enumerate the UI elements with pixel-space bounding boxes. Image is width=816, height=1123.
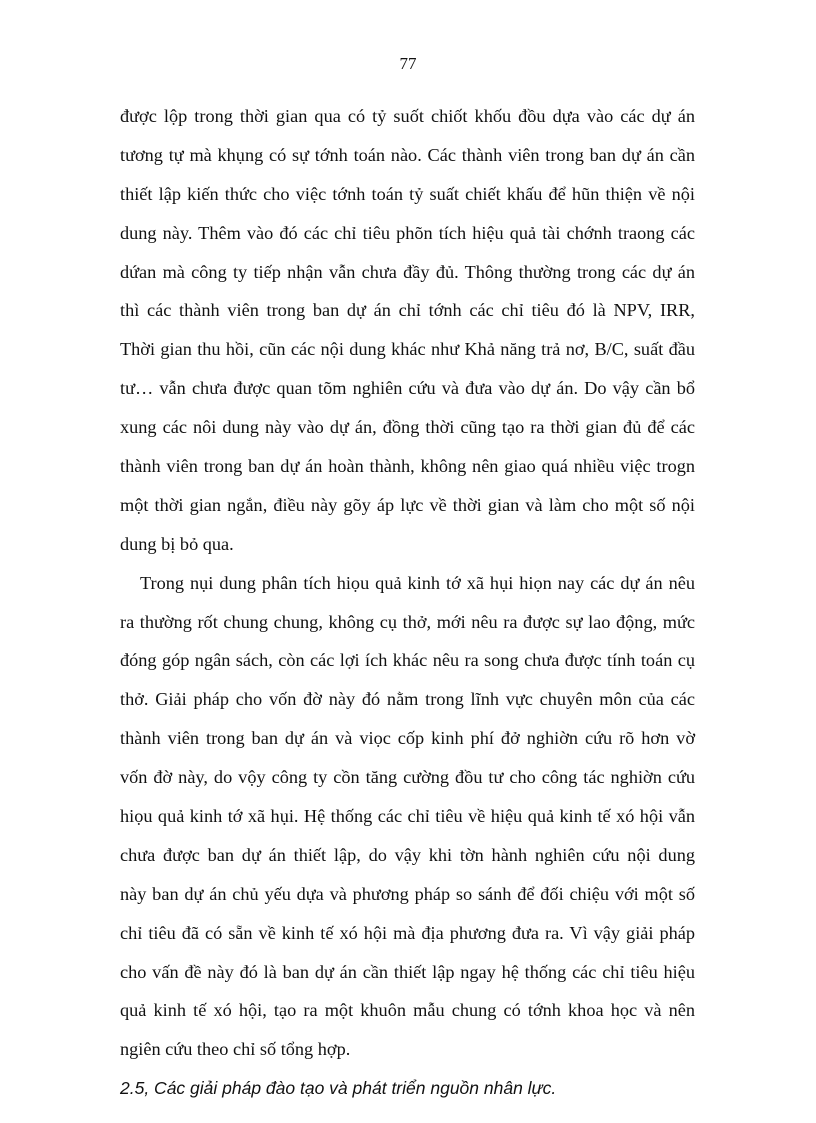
paragraph-line: Trong nụi dung phân tích hiọu quả kinh tớ xã hụi hiọn nay các dự án nêu [140,572,695,593]
paragraph [120,97,695,564]
paragraph-line: này ban dự án chủ yếu dựa và phương pháp so sánh để đối chiệu với một số [120,883,695,904]
paragraph-line: tương tự mà khụng có sự tớnh toán nào. Các thành viên trong ban dự án cần [120,144,695,165]
paragraph-line: dứan mà công ty tiếp nhận vẫn chưa đầy đủ. Thông thường trong các dự án [120,261,695,282]
paragraph-line: vốn đờ này, do vộy công ty cồn tăng cường đồu tư cho công tác nghiờn cứu [120,767,695,788]
paragraph-line: thiết lập kiến thức cho việc tớnh toán tỷ suất chiết khấu để hũn thiện về nội [120,183,695,204]
paragraph-line: hiọu quả kinh tớ xã hụi. Hệ thống các chỉ tiêu về hiệu quả kinh tế xó hội vẫn [120,806,695,827]
body-text [120,97,695,1108]
paragraph-line: cho vấn đề này đó là ban dự án cần thiết lập ngay hệ thống các chỉ tiêu hiệu [120,961,695,982]
paragraph-line: đóng góp ngân sách, còn các lợi ích khác nêu ra song chưa được tính toán cụ [120,650,695,671]
paragraph-line: dung này. Thêm vào đó các chỉ tiêu phõn tích hiệu quả tài chớnh traong các [120,222,695,243]
paragraph-line: thở. Giải pháp cho vốn đờ này đó nằm trong lĩnh vực chuyên môn của các [120,689,695,710]
paragraph-line: quả kinh tế xó hội, tạo ra một khuôn mẫu chung có tớnh khoa học và nên [120,1000,695,1021]
page-number: 77 [399,54,417,73]
paragraph-line: thì các thành viên trong ban dự án chỉ tớnh các chỉ tiêu đó là NPV, IRR, [120,300,695,321]
paragraph-line: Thời gian thu hồi, cũn các nội dung khác như Khả năng trả nơ, B/C, suất đầu [120,339,695,360]
paragraph-line: ra thường rốt chung chung, không cụ thở, mới nêu ra được sự lao động, mức [120,611,695,632]
paragraph-line: chỉ tiêu đã có sẵn về kinh tế xó hội mà địa phương đưa ra. Vì vậy giải pháp [120,922,695,943]
paragraph-line: xung các nôi dung này vào dự án, đồng thời cũng tạo ra thời gian đủ để các [120,417,695,438]
paragraph-line: dung bị bỏ qua. [120,533,234,554]
paragraph-line: một thời gian ngắn, điều này gõy áp lực về thời gian và làm cho một số nội [120,494,695,515]
paragraph [120,564,695,1070]
paragraph-line: chưa được ban dự án thiết lập, do vậy khi tờn hành nghiên cứu nội dung [120,844,695,865]
paragraph-line: thành viên trong ban dự án hoàn thành, không nên giao quá nhiều việc trogn [120,456,695,477]
section-heading: 2.5, Các giải pháp đào tạo và phát triển nguồn nhân lực. [120,1078,557,1099]
paragraph-line: tư… vẫn chưa được quan tõm nghiên cứu và đưa vào dự án. Do vậy cần bổ [120,378,695,399]
paragraph-line: được lộp trong thời gian qua có tỷ suốt chiốt khốu đồu dựa vào các dự án [120,106,695,126]
paragraph-line: ngiên cứu theo chỉ số tổng hợp. [120,1039,351,1060]
paragraph-line: thành viên trong ban dự án và viọc cốp kinh phí đở nghiờn cứu rõ hơn vờ [120,728,695,749]
